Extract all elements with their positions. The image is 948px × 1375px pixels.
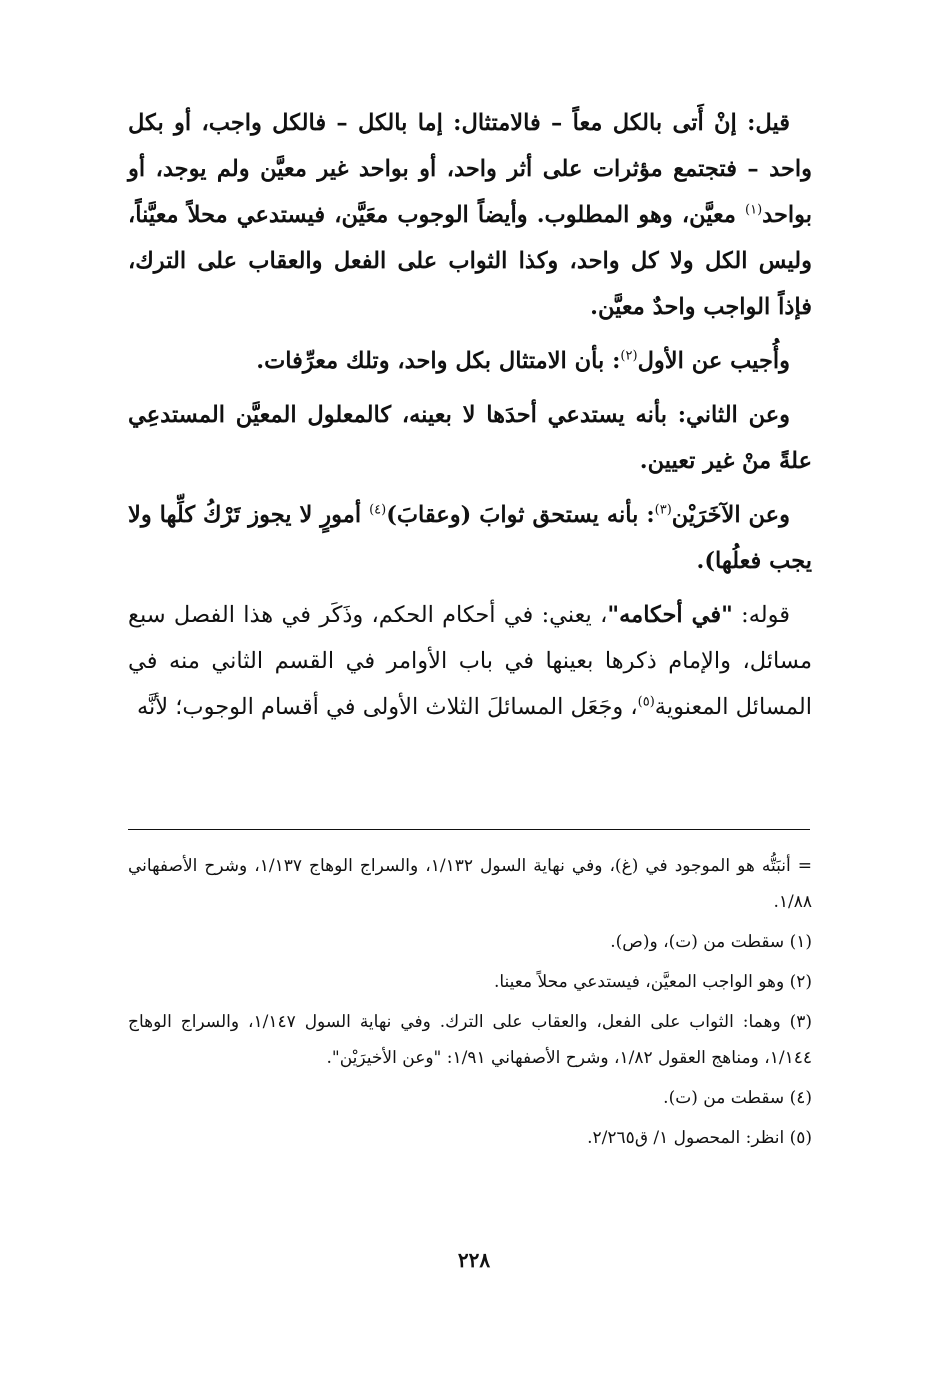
footnote-continued: = أنبَتُّه هو الموجود في (غ)، وفي نهاية السول ١/١٣٢، والسراج الوهاج ١/١٣٧، وشرح الأصفهاني ١/٨٨. <box>128 856 812 912</box>
paragraph-objection <box>128 100 812 330</box>
text-span: ، يعني: في أحكام الحكم، وذَكَر في هذا الفصل سبع مسائل، والإمام ذكرها بعينها في باب الأوامر في القسم الثاني منه في المسائل المعنوية <box>128 602 812 720</box>
footnote-ref-5[interactable]: (٥) <box>637 694 655 710</box>
quoted-term: "في أحكامه" <box>607 602 733 628</box>
footnote-2: (٢) وهو الواجب المعيَّن، فيستدعي محلاً معينا. <box>493 972 812 992</box>
page-number: ٢٢٨ <box>457 1248 491 1272</box>
text-span: وعن الثاني: بأنه يستدعي أحدَها لا بعينه، كالمعلول المعيَّن المستدعِي علةً منْ غير تعيين. <box>128 402 812 474</box>
text-span: ، وجَعَل المسائلَ الثلاث الأولى في أقسام الوجوب؛ لأنَّه <box>136 694 638 720</box>
paragraph-commentary <box>128 592 812 730</box>
main-text <box>128 100 812 738</box>
footnote-ref-2[interactable]: (٢) <box>620 348 638 364</box>
footnote-ref-1[interactable]: (١) <box>745 202 763 218</box>
text-span: معيَّن، وهو المطلوب. وأيضاً الوجوب معَيَّن، فيستدعي محلاً معيَّناً، وليس الكل ولا كل واحد، وكذا الثواب على الفعل والعقاب على الترك، فإذاً الواجب واحدٌ معيَّن. <box>128 202 812 320</box>
text-span: : بأنه يستحق ثوابَ (وعقابَ) <box>386 502 655 528</box>
text-span: : بأن الامتثال بكل واحد، وتلك معرِّفات. <box>256 348 621 374</box>
paragraph-answer-first <box>128 338 812 384</box>
text-span: أمورٍ لا يجوز تَرْكُ كلِّها ولا يجب فعلُها). <box>128 502 812 574</box>
footnote-ref-3[interactable]: (٣) <box>654 502 672 518</box>
footnote-ref-4[interactable]: (٤) <box>369 502 387 518</box>
footnotes <box>128 848 812 1160</box>
footnote-5: (٥) انظر: المحصول ١/ ق٢/٢٦٥. <box>587 1128 812 1148</box>
footnote-1: (١) سقطت من (ت)، و(ص). <box>610 932 812 952</box>
text-span: وعن الآخَرَيْن <box>671 502 790 528</box>
footnote-divider <box>128 829 810 830</box>
footnote-3: (٣) وهما: الثواب على الفعل، والعقاب على الترك. وفي نهاية السول ١/١٤٧، والسراج الوهاج ١/١٤٤، ومناهج العقول ١/٨٢، وشرح الأصفهاني ١/٩١: "وعن الأخيرَيْن". <box>128 1012 812 1068</box>
text-span: قوله: <box>732 602 791 628</box>
text-span: قيل: إنْ أَتى بالكل معاً – فالامتثال: إما بالكل – فالكل واجب، أو بكل واحد – فتجتمع مؤثرات على أثر واحد، أو بواحد غير معيَّن ولم يوجد، أو بواحد <box>128 110 812 228</box>
text-span: وأُجيب عن الأول <box>637 348 790 374</box>
paragraph-answer-second <box>128 392 812 484</box>
footnote-4: (٤) سقطت من (ت). <box>663 1088 812 1108</box>
paragraph-answer-others <box>128 492 812 584</box>
